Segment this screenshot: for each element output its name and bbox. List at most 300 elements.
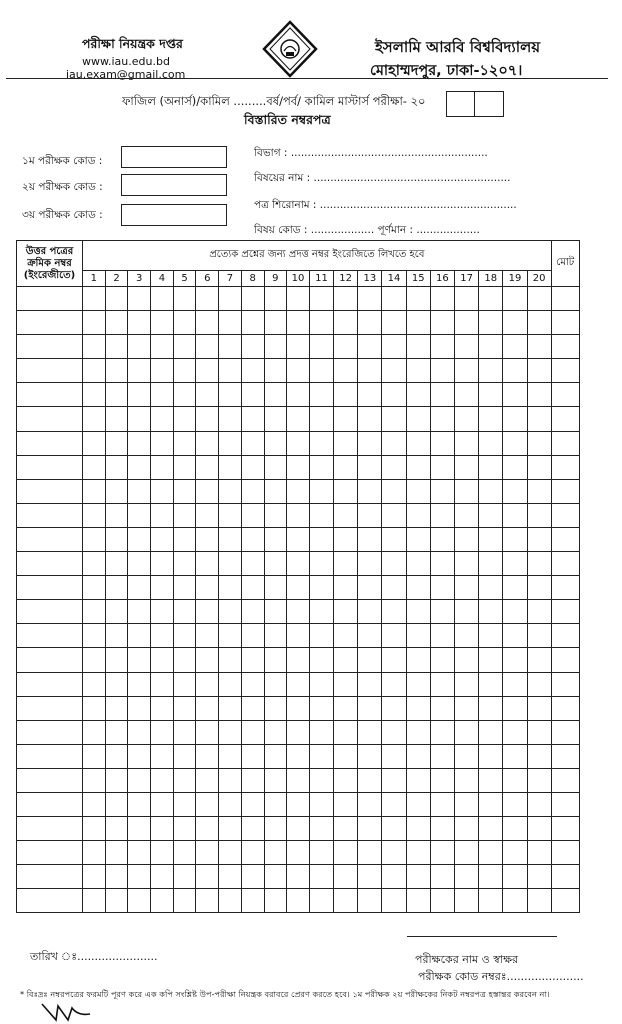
mark-cell[interactable]	[264, 359, 287, 383]
mark-cell[interactable]	[105, 503, 128, 527]
mark-cell[interactable]	[241, 768, 264, 792]
mark-cell[interactable]	[430, 527, 454, 551]
mark-cell[interactable]	[334, 311, 358, 335]
mark-cell[interactable]	[128, 311, 151, 335]
mark-cell[interactable]	[382, 720, 406, 744]
total-cell[interactable]	[551, 768, 579, 792]
mark-cell[interactable]	[128, 503, 151, 527]
total-cell[interactable]	[551, 817, 579, 841]
mark-cell[interactable]	[527, 672, 551, 696]
mark-cell[interactable]	[503, 720, 527, 744]
mark-cell[interactable]	[196, 792, 219, 816]
mark-cell[interactable]	[219, 720, 242, 744]
mark-cell[interactable]	[430, 624, 454, 648]
mark-cell[interactable]	[430, 479, 454, 503]
mark-cell[interactable]	[406, 407, 430, 431]
mark-cell[interactable]	[83, 503, 106, 527]
mark-cell[interactable]	[382, 865, 406, 889]
mark-cell[interactable]	[151, 311, 174, 335]
mark-cell[interactable]	[382, 455, 406, 479]
mark-cell[interactable]	[151, 383, 174, 407]
mark-cell[interactable]	[406, 889, 430, 913]
mark-cell[interactable]	[479, 889, 503, 913]
mark-cell[interactable]	[105, 744, 128, 768]
mark-cell[interactable]	[173, 552, 196, 576]
mark-cell[interactable]	[503, 552, 527, 576]
mark-cell[interactable]	[287, 768, 310, 792]
mark-cell[interactable]	[406, 672, 430, 696]
mark-cell[interactable]	[219, 527, 242, 551]
total-cell[interactable]	[551, 672, 579, 696]
mark-cell[interactable]	[173, 407, 196, 431]
mark-cell[interactable]	[309, 720, 333, 744]
mark-cell[interactable]	[264, 311, 287, 335]
mark-cell[interactable]	[128, 335, 151, 359]
mark-cell[interactable]	[151, 792, 174, 816]
mark-cell[interactable]	[406, 865, 430, 889]
mark-cell[interactable]	[264, 624, 287, 648]
mark-cell[interactable]	[479, 287, 503, 311]
mark-cell[interactable]	[128, 889, 151, 913]
mark-cell[interactable]	[334, 792, 358, 816]
mark-cell[interactable]	[406, 527, 430, 551]
mark-cell[interactable]	[219, 648, 242, 672]
mark-cell[interactable]	[264, 792, 287, 816]
serial-cell[interactable]	[17, 576, 83, 600]
serial-cell[interactable]	[17, 311, 83, 335]
mark-cell[interactable]	[196, 672, 219, 696]
mark-cell[interactable]	[358, 576, 382, 600]
mark-cell[interactable]	[455, 407, 479, 431]
mark-cell[interactable]	[455, 455, 479, 479]
serial-cell[interactable]	[17, 479, 83, 503]
mark-cell[interactable]	[334, 624, 358, 648]
mark-cell[interactable]	[406, 817, 430, 841]
mark-cell[interactable]	[83, 287, 106, 311]
mark-cell[interactable]	[196, 576, 219, 600]
mark-cell[interactable]	[151, 720, 174, 744]
mark-cell[interactable]	[334, 768, 358, 792]
mark-cell[interactable]	[527, 383, 551, 407]
mark-cell[interactable]	[479, 407, 503, 431]
mark-cell[interactable]	[241, 889, 264, 913]
year-box[interactable]	[446, 91, 504, 117]
mark-cell[interactable]	[527, 287, 551, 311]
mark-cell[interactable]	[358, 359, 382, 383]
mark-cell[interactable]	[105, 311, 128, 335]
mark-cell[interactable]	[334, 455, 358, 479]
mark-cell[interactable]	[219, 455, 242, 479]
examiner-3-code-box[interactable]	[121, 204, 227, 226]
mark-cell[interactable]	[219, 311, 242, 335]
mark-cell[interactable]	[287, 792, 310, 816]
mark-cell[interactable]	[219, 768, 242, 792]
mark-cell[interactable]	[406, 648, 430, 672]
mark-cell[interactable]	[196, 841, 219, 865]
mark-cell[interactable]	[334, 672, 358, 696]
mark-cell[interactable]	[503, 455, 527, 479]
mark-cell[interactable]	[527, 600, 551, 624]
mark-cell[interactable]	[479, 600, 503, 624]
mark-cell[interactable]	[196, 768, 219, 792]
mark-cell[interactable]	[196, 552, 219, 576]
mark-cell[interactable]	[105, 648, 128, 672]
total-cell[interactable]	[551, 744, 579, 768]
mark-cell[interactable]	[309, 359, 333, 383]
mark-cell[interactable]	[196, 479, 219, 503]
total-cell[interactable]	[551, 696, 579, 720]
mark-cell[interactable]	[173, 672, 196, 696]
mark-cell[interactable]	[455, 503, 479, 527]
mark-cell[interactable]	[334, 841, 358, 865]
mark-cell[interactable]	[406, 576, 430, 600]
mark-cell[interactable]	[358, 696, 382, 720]
mark-cell[interactable]	[309, 527, 333, 551]
mark-cell[interactable]	[105, 407, 128, 431]
mark-cell[interactable]	[358, 479, 382, 503]
mark-cell[interactable]	[128, 696, 151, 720]
mark-cell[interactable]	[241, 287, 264, 311]
mark-cell[interactable]	[173, 624, 196, 648]
mark-cell[interactable]	[128, 792, 151, 816]
mark-cell[interactable]	[503, 817, 527, 841]
mark-cell[interactable]	[527, 503, 551, 527]
mark-cell[interactable]	[503, 624, 527, 648]
mark-cell[interactable]	[382, 744, 406, 768]
mark-cell[interactable]	[173, 359, 196, 383]
mark-cell[interactable]	[83, 455, 106, 479]
subject-name-dots[interactable]: ...........................................................	[313, 172, 511, 184]
mark-cell[interactable]	[503, 672, 527, 696]
mark-cell[interactable]	[479, 792, 503, 816]
mark-cell[interactable]	[128, 455, 151, 479]
mark-cell[interactable]	[219, 503, 242, 527]
mark-cell[interactable]	[287, 865, 310, 889]
mark-cell[interactable]	[527, 768, 551, 792]
mark-cell[interactable]	[264, 407, 287, 431]
mark-cell[interactable]	[382, 407, 406, 431]
mark-cell[interactable]	[264, 552, 287, 576]
mark-cell[interactable]	[455, 744, 479, 768]
mark-cell[interactable]	[219, 792, 242, 816]
mark-cell[interactable]	[241, 335, 264, 359]
mark-cell[interactable]	[151, 407, 174, 431]
serial-cell[interactable]	[17, 768, 83, 792]
mark-cell[interactable]	[83, 672, 106, 696]
mark-cell[interactable]	[358, 817, 382, 841]
mark-cell[interactable]	[105, 720, 128, 744]
mark-cell[interactable]	[527, 889, 551, 913]
mark-cell[interactable]	[173, 455, 196, 479]
mark-cell[interactable]	[151, 696, 174, 720]
mark-cell[interactable]	[264, 672, 287, 696]
mark-cell[interactable]	[196, 431, 219, 455]
total-cell[interactable]	[551, 407, 579, 431]
mark-cell[interactable]	[287, 311, 310, 335]
mark-cell[interactable]	[219, 287, 242, 311]
mark-cell[interactable]	[430, 841, 454, 865]
mark-cell[interactable]	[527, 720, 551, 744]
serial-cell[interactable]	[17, 383, 83, 407]
mark-cell[interactable]	[105, 841, 128, 865]
mark-cell[interactable]	[173, 720, 196, 744]
mark-cell[interactable]	[241, 383, 264, 407]
mark-cell[interactable]	[358, 768, 382, 792]
mark-cell[interactable]	[151, 576, 174, 600]
mark-cell[interactable]	[241, 817, 264, 841]
mark-cell[interactable]	[173, 889, 196, 913]
mark-cell[interactable]	[173, 576, 196, 600]
mark-cell[interactable]	[173, 600, 196, 624]
mark-cell[interactable]	[358, 672, 382, 696]
mark-cell[interactable]	[382, 600, 406, 624]
mark-cell[interactable]	[479, 479, 503, 503]
mark-cell[interactable]	[358, 503, 382, 527]
total-cell[interactable]	[551, 865, 579, 889]
mark-cell[interactable]	[151, 287, 174, 311]
mark-cell[interactable]	[287, 455, 310, 479]
serial-cell[interactable]	[17, 865, 83, 889]
mark-cell[interactable]	[455, 383, 479, 407]
mark-cell[interactable]	[287, 431, 310, 455]
mark-cell[interactable]	[479, 552, 503, 576]
mark-cell[interactable]	[241, 648, 264, 672]
mark-cell[interactable]	[264, 720, 287, 744]
mark-cell[interactable]	[196, 455, 219, 479]
mark-cell[interactable]	[479, 865, 503, 889]
total-cell[interactable]	[551, 383, 579, 407]
mark-cell[interactable]	[287, 552, 310, 576]
mark-cell[interactable]	[105, 817, 128, 841]
mark-cell[interactable]	[455, 552, 479, 576]
mark-cell[interactable]	[151, 455, 174, 479]
mark-cell[interactable]	[406, 287, 430, 311]
mark-cell[interactable]	[83, 648, 106, 672]
mark-cell[interactable]	[527, 527, 551, 551]
mark-cell[interactable]	[241, 527, 264, 551]
total-cell[interactable]	[551, 600, 579, 624]
mark-cell[interactable]	[196, 624, 219, 648]
mark-cell[interactable]	[479, 359, 503, 383]
mark-cell[interactable]	[430, 287, 454, 311]
mark-cell[interactable]	[105, 792, 128, 816]
mark-cell[interactable]	[173, 479, 196, 503]
mark-cell[interactable]	[334, 407, 358, 431]
mark-cell[interactable]	[309, 744, 333, 768]
mark-cell[interactable]	[358, 600, 382, 624]
mark-cell[interactable]	[527, 359, 551, 383]
mark-cell[interactable]	[527, 648, 551, 672]
mark-cell[interactable]	[196, 817, 219, 841]
mark-cell[interactable]	[479, 527, 503, 551]
mark-cell[interactable]	[173, 503, 196, 527]
mark-cell[interactable]	[83, 383, 106, 407]
mark-cell[interactable]	[430, 311, 454, 335]
mark-cell[interactable]	[358, 648, 382, 672]
mark-cell[interactable]	[406, 600, 430, 624]
mark-cell[interactable]	[358, 889, 382, 913]
mark-cell[interactable]	[264, 576, 287, 600]
mark-cell[interactable]	[455, 817, 479, 841]
mark-cell[interactable]	[430, 865, 454, 889]
mark-cell[interactable]	[83, 600, 106, 624]
mark-cell[interactable]	[196, 696, 219, 720]
mark-cell[interactable]	[382, 672, 406, 696]
mark-cell[interactable]	[241, 503, 264, 527]
mark-cell[interactable]	[430, 696, 454, 720]
mark-cell[interactable]	[219, 672, 242, 696]
mark-cell[interactable]	[287, 817, 310, 841]
mark-cell[interactable]	[173, 696, 196, 720]
mark-cell[interactable]	[151, 648, 174, 672]
mark-cell[interactable]	[264, 335, 287, 359]
mark-cell[interactable]	[128, 407, 151, 431]
mark-cell[interactable]	[241, 744, 264, 768]
mark-cell[interactable]	[382, 841, 406, 865]
mark-cell[interactable]	[309, 455, 333, 479]
mark-cell[interactable]	[105, 889, 128, 913]
mark-cell[interactable]	[479, 817, 503, 841]
mark-cell[interactable]	[406, 696, 430, 720]
mark-cell[interactable]	[151, 503, 174, 527]
total-cell[interactable]	[551, 335, 579, 359]
mark-cell[interactable]	[241, 311, 264, 335]
mark-cell[interactable]	[241, 407, 264, 431]
mark-cell[interactable]	[527, 841, 551, 865]
mark-cell[interactable]	[334, 359, 358, 383]
mark-cell[interactable]	[151, 672, 174, 696]
serial-cell[interactable]	[17, 792, 83, 816]
mark-cell[interactable]	[527, 624, 551, 648]
mark-cell[interactable]	[382, 817, 406, 841]
mark-cell[interactable]	[527, 817, 551, 841]
mark-cell[interactable]	[105, 576, 128, 600]
mark-cell[interactable]	[358, 431, 382, 455]
total-cell[interactable]	[551, 431, 579, 455]
serial-cell[interactable]	[17, 817, 83, 841]
mark-cell[interactable]	[309, 383, 333, 407]
mark-cell[interactable]	[406, 383, 430, 407]
mark-cell[interactable]	[503, 407, 527, 431]
mark-cell[interactable]	[128, 576, 151, 600]
mark-cell[interactable]	[241, 792, 264, 816]
mark-cell[interactable]	[241, 479, 264, 503]
total-cell[interactable]	[551, 287, 579, 311]
mark-cell[interactable]	[455, 648, 479, 672]
mark-cell[interactable]	[128, 287, 151, 311]
serial-cell[interactable]	[17, 503, 83, 527]
mark-cell[interactable]	[105, 431, 128, 455]
mark-cell[interactable]	[334, 865, 358, 889]
mark-cell[interactable]	[358, 383, 382, 407]
mark-cell[interactable]	[219, 335, 242, 359]
mark-cell[interactable]	[455, 624, 479, 648]
mark-cell[interactable]	[151, 527, 174, 551]
mark-cell[interactable]	[382, 696, 406, 720]
mark-cell[interactable]	[128, 720, 151, 744]
mark-cell[interactable]	[503, 479, 527, 503]
mark-cell[interactable]	[309, 696, 333, 720]
mark-cell[interactable]	[241, 576, 264, 600]
mark-cell[interactable]	[503, 576, 527, 600]
mark-cell[interactable]	[83, 792, 106, 816]
mark-cell[interactable]	[83, 359, 106, 383]
mark-cell[interactable]	[503, 503, 527, 527]
mark-cell[interactable]	[83, 335, 106, 359]
mark-cell[interactable]	[334, 817, 358, 841]
mark-cell[interactable]	[264, 431, 287, 455]
mark-cell[interactable]	[455, 335, 479, 359]
mark-cell[interactable]	[334, 431, 358, 455]
serial-cell[interactable]	[17, 648, 83, 672]
mark-cell[interactable]	[151, 865, 174, 889]
mark-cell[interactable]	[382, 431, 406, 455]
mark-cell[interactable]	[382, 311, 406, 335]
total-cell[interactable]	[551, 552, 579, 576]
mark-cell[interactable]	[219, 841, 242, 865]
mark-cell[interactable]	[430, 648, 454, 672]
mark-cell[interactable]	[455, 768, 479, 792]
mark-cell[interactable]	[196, 889, 219, 913]
mark-cell[interactable]	[455, 696, 479, 720]
mark-cell[interactable]	[219, 407, 242, 431]
mark-cell[interactable]	[503, 865, 527, 889]
mark-cell[interactable]	[287, 407, 310, 431]
serial-cell[interactable]	[17, 431, 83, 455]
total-cell[interactable]	[551, 792, 579, 816]
mark-cell[interactable]	[382, 576, 406, 600]
mark-cell[interactable]	[430, 768, 454, 792]
examiner-2-code-box[interactable]	[121, 174, 227, 196]
mark-cell[interactable]	[128, 552, 151, 576]
mark-cell[interactable]	[105, 600, 128, 624]
mark-cell[interactable]	[287, 383, 310, 407]
mark-cell[interactable]	[219, 431, 242, 455]
mark-cell[interactable]	[196, 311, 219, 335]
mark-cell[interactable]	[287, 503, 310, 527]
mark-cell[interactable]	[287, 287, 310, 311]
mark-cell[interactable]	[128, 672, 151, 696]
mark-cell[interactable]	[173, 335, 196, 359]
mark-cell[interactable]	[83, 624, 106, 648]
mark-cell[interactable]	[105, 335, 128, 359]
mark-cell[interactable]	[219, 624, 242, 648]
mark-cell[interactable]	[430, 455, 454, 479]
mark-cell[interactable]	[479, 455, 503, 479]
mark-cell[interactable]	[334, 479, 358, 503]
mark-cell[interactable]	[105, 479, 128, 503]
mark-cell[interactable]	[382, 648, 406, 672]
serial-cell[interactable]	[17, 744, 83, 768]
paper-title-dots[interactable]: ...........................................................	[319, 199, 517, 211]
total-cell[interactable]	[551, 841, 579, 865]
mark-cell[interactable]	[382, 503, 406, 527]
mark-cell[interactable]	[105, 527, 128, 551]
mark-cell[interactable]	[382, 624, 406, 648]
mark-cell[interactable]	[128, 527, 151, 551]
mark-cell[interactable]	[334, 600, 358, 624]
mark-cell[interactable]	[173, 817, 196, 841]
serial-cell[interactable]	[17, 841, 83, 865]
mark-cell[interactable]	[128, 841, 151, 865]
mark-cell[interactable]	[358, 335, 382, 359]
mark-cell[interactable]	[527, 744, 551, 768]
total-cell[interactable]	[551, 455, 579, 479]
mark-cell[interactable]	[430, 792, 454, 816]
mark-cell[interactable]	[196, 720, 219, 744]
mark-cell[interactable]	[430, 383, 454, 407]
mark-cell[interactable]	[83, 552, 106, 576]
